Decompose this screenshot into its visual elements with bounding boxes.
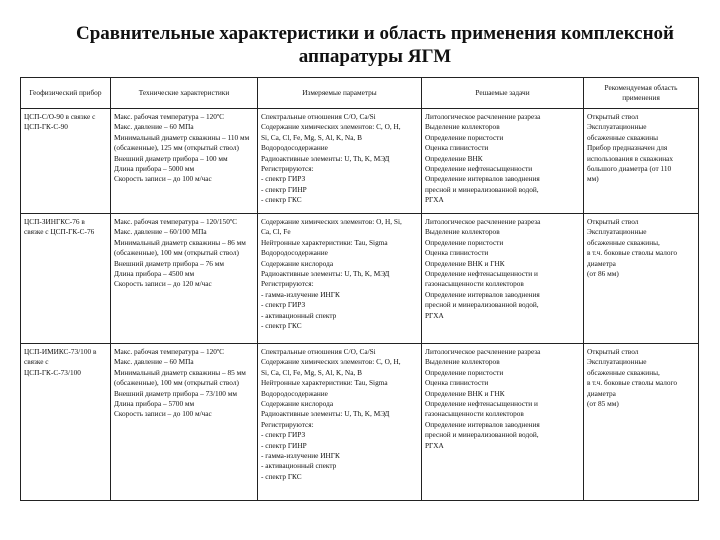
cell-params bbox=[258, 344, 422, 501]
table-row bbox=[21, 109, 699, 214]
cell-line: - спектр ГИРЗ bbox=[261, 430, 306, 440]
cell-line: Прибор предназначен для bbox=[587, 143, 668, 153]
cell-line: Определение интервалов заводнения bbox=[425, 174, 540, 184]
cell-params bbox=[258, 214, 422, 344]
cell-tech bbox=[111, 214, 258, 344]
cell-line: - спектр ГИНР bbox=[261, 184, 307, 194]
cell-area bbox=[584, 214, 699, 344]
cell-line: Оценка глинистости bbox=[425, 248, 489, 258]
cell-line: - спектр ГКС bbox=[261, 471, 302, 481]
header-area: Рекомендуемая область применения bbox=[584, 78, 699, 109]
cell-line: Регистрируются: bbox=[261, 279, 314, 289]
cell-line: Длина прибора – 5000 мм bbox=[114, 164, 195, 174]
cell-line: Водородосодержание bbox=[261, 248, 328, 258]
cell-line: мм) bbox=[587, 174, 599, 184]
cell-device bbox=[21, 109, 111, 214]
cell-line: Литологическое расчленение разреза bbox=[425, 217, 541, 226]
cell-line: Содержание химических элементов: С, О, Н, bbox=[261, 122, 401, 132]
cell-line: РГХА bbox=[425, 310, 444, 320]
cell-line: Литологическое расчленение разреза bbox=[425, 347, 541, 356]
cell-area bbox=[584, 109, 699, 214]
title-line-2: аппаратуры ЯГМ bbox=[298, 46, 452, 67]
cell-tasks bbox=[422, 214, 584, 344]
table-row bbox=[21, 214, 699, 344]
cell-line: Внешний диаметр прибора – 100 мм bbox=[114, 153, 228, 163]
cell-line: Нейтронные характеристики: Tau, Sigma bbox=[261, 237, 388, 247]
cell-line: обсаженные скважины, bbox=[587, 237, 660, 247]
cell-line: Макс. давление – 60 МПа bbox=[114, 122, 194, 132]
cell-line: Открытый ствол bbox=[587, 347, 639, 356]
cell-line: в т.ч. боковые стволы малого bbox=[587, 248, 678, 258]
cell-line: Si, Ca, Cl, Fe, Mg, S, Al, K, Na, B bbox=[261, 367, 362, 377]
cell-line: ЦСП-ГК-С-73/100 bbox=[24, 367, 81, 377]
header-tasks: Решаемые задачи bbox=[422, 78, 584, 109]
cell-line: Литологическое расчленение разреза bbox=[425, 112, 541, 121]
cell-line: Определение ВНК bbox=[425, 153, 483, 163]
cell-line: газонасыщенности коллекторов bbox=[425, 409, 524, 419]
cell-line: Выделение коллекторов bbox=[425, 227, 500, 237]
cell-line: диаметра bbox=[587, 388, 616, 398]
cell-line: Макс. рабочая температура – 120/150ºС bbox=[114, 217, 237, 226]
cell-line: Содержание кислорода bbox=[261, 258, 334, 268]
cell-line: Нейтронные характеристики: Tau, Sigma bbox=[261, 378, 388, 388]
cell-line: Содержание химических элементов: С, О, Н, bbox=[261, 357, 401, 367]
cell-line: Минимальный диаметр скважины – 110 мм bbox=[114, 132, 250, 142]
cell-line: в т.ч. боковые стволы малого bbox=[587, 378, 678, 388]
cell-tasks bbox=[422, 344, 584, 501]
cell-line: Спектральные отношения С/О, Ca/Si bbox=[261, 112, 376, 121]
cell-line: Длина прибора – 4500 мм bbox=[114, 269, 195, 279]
cell-line: связке с ЦСП-ГК-С-76 bbox=[24, 227, 95, 237]
cell-line: ЦСП-С/О-90 в связке с bbox=[24, 112, 96, 121]
cell-line: Открытый ствол bbox=[587, 112, 639, 121]
cell-line: (обсаженные), 100 мм (открытый ствол) bbox=[114, 378, 239, 388]
cell-line: (от 86 мм) bbox=[587, 269, 619, 279]
cell-line: газонасыщенности коллекторов bbox=[425, 279, 524, 289]
cell-line: Определение пористости bbox=[425, 132, 504, 142]
cell-line: - активационный спектр bbox=[261, 310, 337, 320]
cell-line: - спектр ГИРЗ bbox=[261, 300, 306, 310]
cell-line: - активационный спектр bbox=[261, 461, 337, 471]
cell-line: Определение пористости bbox=[425, 237, 504, 247]
cell-line: большого диаметра (от 110 bbox=[587, 164, 672, 174]
title-line-1: Сравнительные характеристики и область применения комплексной bbox=[76, 23, 674, 44]
cell-line: Макс. рабочая температура – 120ºС bbox=[114, 347, 225, 356]
cell-tasks bbox=[422, 109, 584, 214]
cell-line: Выделение коллекторов bbox=[425, 357, 500, 367]
cell-line: ЦСП-ЗИНГКС-76 в bbox=[24, 217, 85, 226]
cell-line: Содержание химических элементов: О, Н, Si, bbox=[261, 217, 402, 226]
cell-line: Минимальный диаметр скважины – 85 мм bbox=[114, 367, 246, 377]
comparison-table bbox=[20, 77, 699, 501]
cell-line: пресной и минерализованной водой, bbox=[425, 300, 539, 310]
cell-line: Спектральные отношения С/О, Ca/Si bbox=[261, 347, 376, 356]
cell-line: Определение ВНК и ГНК bbox=[425, 258, 505, 268]
cell-line: Открытый ствол bbox=[587, 217, 639, 226]
cell-line: Эксплуатационные bbox=[587, 227, 647, 237]
cell-line: Оценка глинистости bbox=[425, 143, 489, 153]
cell-params bbox=[258, 109, 422, 214]
cell-line: (обсаженные), 100 мм (открытый ствол) bbox=[114, 248, 239, 258]
cell-line: Радиоактивные элементы: U, Th, K, МЭД bbox=[261, 409, 390, 419]
cell-line: обсаженные скважины bbox=[587, 132, 659, 142]
cell-line: Радиоактивные элементы: U, Th, K, МЭД bbox=[261, 153, 390, 163]
header-row bbox=[21, 78, 699, 109]
cell-line: связке с bbox=[24, 357, 49, 367]
cell-line: - спектр ГИРЗ bbox=[261, 174, 306, 184]
cell-line: Оценка глинистости bbox=[425, 378, 489, 388]
cell-device bbox=[21, 344, 111, 501]
cell-line: - спектр ГИНР bbox=[261, 440, 307, 450]
cell-line: - гамма-излучение ИНГК bbox=[261, 289, 340, 299]
header-params: Измеряемые параметры bbox=[258, 78, 422, 109]
cell-line: (обсаженные), 125 мм (открытый ствол) bbox=[114, 143, 239, 153]
cell-line: Макс. давление – 60/100 МПа bbox=[114, 227, 207, 237]
cell-line: ЦСП-ГК-С-90 bbox=[24, 122, 68, 132]
cell-line: - спектр ГКС bbox=[261, 321, 302, 331]
cell-line: - спектр ГКС bbox=[261, 195, 302, 205]
cell-line: Макс. давление – 60 МПа bbox=[114, 357, 194, 367]
cell-line: Минимальный диаметр скважины – 86 мм bbox=[114, 237, 246, 247]
header-tech: Технические характеристики bbox=[111, 78, 258, 109]
cell-line: Скорость записи – до 100 м/час bbox=[114, 174, 212, 184]
cell-line: ЦСП-ИМИКС-73/100 в bbox=[24, 347, 97, 356]
cell-line: Определение интервалов заводнения bbox=[425, 419, 540, 429]
cell-line: Радиоактивные элементы: U, Th, K, МЭД bbox=[261, 269, 390, 279]
cell-line: пресной и минерализованной водой, bbox=[425, 430, 539, 440]
cell-line: Макс. рабочая температура – 120ºС bbox=[114, 112, 225, 121]
cell-line: Водородосодержание bbox=[261, 388, 328, 398]
cell-line: Выделение коллекторов bbox=[425, 122, 500, 132]
cell-line: Эксплуатационные bbox=[587, 122, 647, 132]
cell-tech bbox=[111, 344, 258, 501]
cell-line: Содержание кислорода bbox=[261, 399, 334, 409]
cell-line: - гамма-излучение ИНГК bbox=[261, 451, 340, 461]
cell-line: Эксплуатационные bbox=[587, 357, 647, 367]
cell-line: Определение нефтенасыщенности и bbox=[425, 269, 538, 279]
cell-line: Внешний диаметр прибора – 76 мм bbox=[114, 258, 224, 268]
cell-line: (от 85 мм) bbox=[587, 399, 619, 409]
cell-tech bbox=[111, 109, 258, 214]
cell-line: Внешний диаметр прибора – 73/100 мм bbox=[114, 388, 237, 398]
cell-line: Определение интервалов заводнения bbox=[425, 289, 540, 299]
cell-line: Водородосодержание bbox=[261, 143, 328, 153]
cell-line: Si, Ca, Cl, Fe, Mg, S, Al, K, Na, B bbox=[261, 132, 362, 142]
cell-line: использования в скважинах bbox=[587, 153, 674, 163]
cell-line: Регистрируются: bbox=[261, 164, 314, 174]
cell-line: Определение нефтенасыщенности bbox=[425, 164, 533, 174]
cell-line: Определение пористости bbox=[425, 367, 504, 377]
cell-line: пресной и минерализованной водой, bbox=[425, 184, 539, 194]
cell-line: РГХА bbox=[425, 195, 444, 205]
header-device: Геофизический прибор bbox=[21, 78, 111, 109]
cell-line: Длина прибора – 5700 мм bbox=[114, 399, 195, 409]
cell-line: Регистрируются: bbox=[261, 419, 314, 429]
page-title bbox=[60, 22, 690, 68]
cell-line: РГХА bbox=[425, 440, 444, 450]
cell-area bbox=[584, 344, 699, 501]
cell-line: диаметра bbox=[587, 258, 616, 268]
cell-line: Определение ВНК и ГНК bbox=[425, 388, 505, 398]
cell-device bbox=[21, 214, 111, 344]
cell-line: Определение нефтенасыщенности и bbox=[425, 399, 538, 409]
table-row bbox=[21, 344, 699, 501]
cell-line: обсаженные скважины, bbox=[587, 367, 660, 377]
cell-line: Ca, Cl, Fe bbox=[261, 227, 291, 237]
cell-line: Скорость записи – до 120 м/час bbox=[114, 279, 212, 289]
cell-line: Скорость записи – до 100 м/час bbox=[114, 409, 212, 419]
